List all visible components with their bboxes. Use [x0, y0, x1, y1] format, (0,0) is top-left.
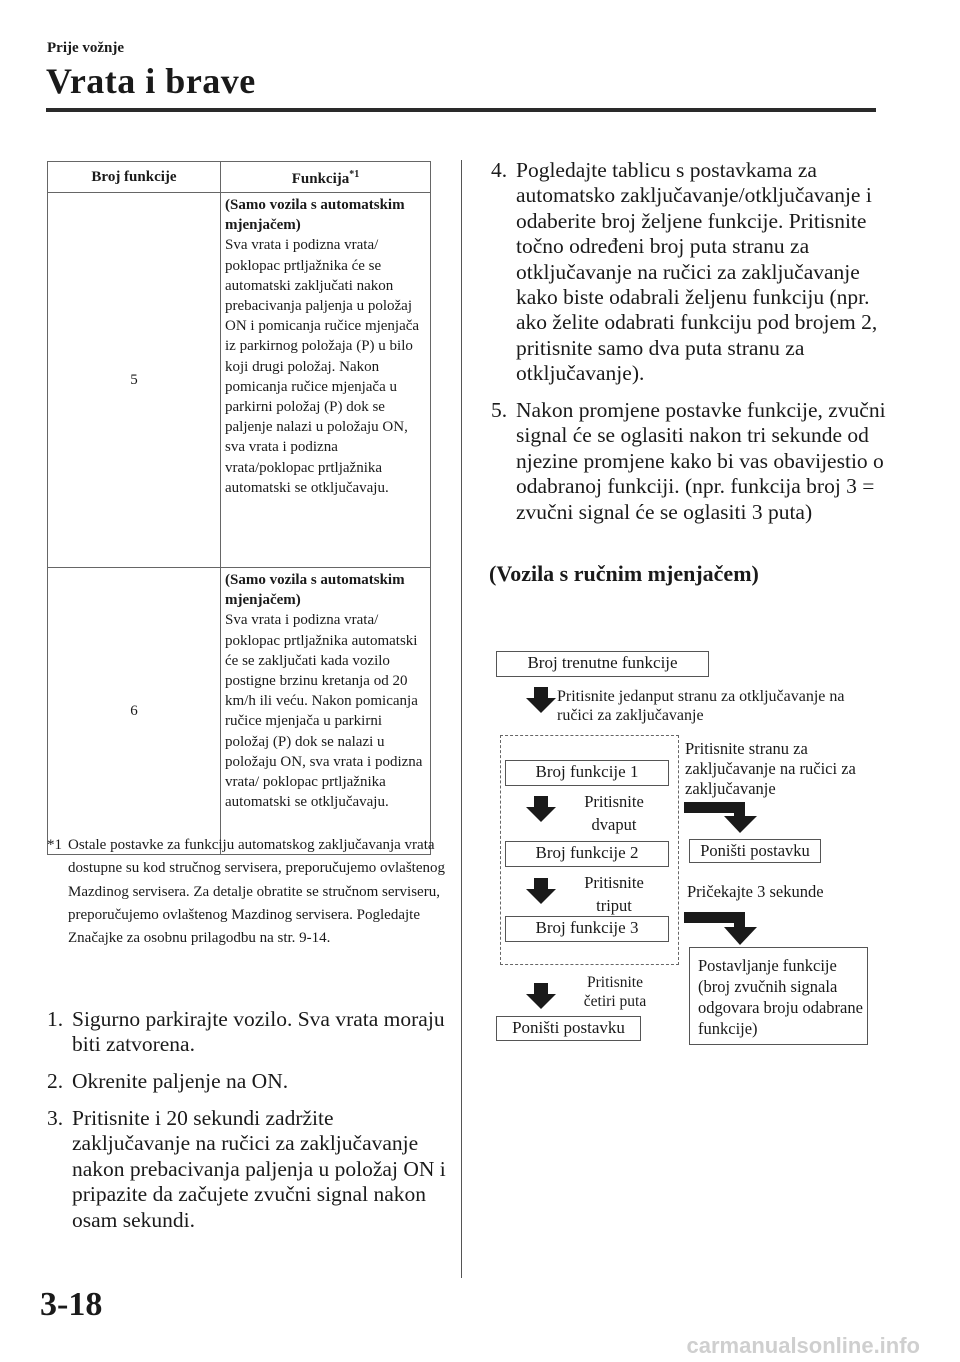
cancel-setting-box: Poništi postavku — [689, 839, 821, 863]
function-text: Sva vrata i podizna vrata/ poklopac prtljažnika automatski će se zaključati kada vozilo postigne brzinu kretanja od 20 km/h ili veću. Nakon pomicanja ručice mjenjača u parkirni položaj (P) dok se nalazi u položaju ON, sva vrata i podizna vrata/ poklopac prtljažnika automatski se otključavaju. — [225, 612, 423, 811]
section-label: Prije vožnje — [47, 40, 125, 56]
current-function-box: Broj trenutne funkcije — [496, 651, 709, 677]
press-four-label: Pritisnite četiri puta — [583, 974, 647, 1010]
footnote-mark: *1 — [47, 837, 62, 853]
step-text: Pritisnite i 20 sekundi zadržite zaključavanje na ručici za zaključavanje nakon prebacivanja paljenja u položaj ON i pripazite da začujete zvučni signal nakon osam sekundi. — [72, 1106, 446, 1232]
step-number: 2. — [47, 1069, 64, 1093]
watermark: carmanualsonline.info — [686, 1333, 920, 1358]
page-number: 3-18 — [40, 1286, 103, 1323]
step-number: 4. — [491, 158, 508, 182]
arrow-down-icon — [526, 983, 556, 1009]
header-function: Funkcija$^{*1}$ — [221, 162, 431, 193]
function-number: 5 — [48, 193, 221, 568]
press-twice-label: Pritisnite dvaput — [584, 792, 644, 834]
function-condition: (Samo vozila s automatskim mjenjačem) — [225, 197, 405, 234]
step-text: Okrenite paljenje na ON. — [72, 1069, 289, 1093]
function-set-result-box: Postavljanje funkcije (broj zvučnih signala odgovara broju odabrane funkcije) — [689, 947, 868, 1045]
function-1-box: Broj funkcije 1 — [505, 760, 669, 786]
function-text: Sva vrata i podizna vrata/ poklopac prtljažnika će se automatski zaključati nakon prebacivanja paljenja u položaj ON i pomicanja ručice mjenjača iz parkirnog položaja (P) u bilo koji drugi položaj. Nakon pomicanja ručice mjenjača u parkirni položaj (P) dok se paljenje nalazi u položaju ON, sva vrata i podizna vrata/poklopac prtljažnika automatski se otključavaju. — [225, 237, 420, 496]
manual-transmission-heading: (Vozila s ručnim mjenjačem) — [489, 561, 759, 586]
press-three-label: Pritisnite triput — [584, 873, 644, 915]
function-3-box: Broj funkcije 3 — [505, 916, 669, 942]
press-once-label: Pritisnite jedanput stranu za otključavanje na ručici za zaključavanje — [557, 688, 845, 724]
step-number: 1. — [47, 1007, 64, 1031]
function-number: 6 — [48, 568, 221, 855]
function-2-box: Broj funkcije 2 — [505, 841, 669, 867]
step-number: 5. — [491, 398, 508, 422]
press-lock-side-label: Pritisnite stranu za zaključavanje na ručici za zaključavanje — [685, 739, 856, 798]
header-function-number: Broj funkcije — [48, 162, 221, 193]
bent-arrow-icon — [684, 802, 757, 833]
wait-label: Pričekajte 3 sekunde — [687, 882, 824, 901]
function-condition: (Samo vozila s automatskim mjenjačem) — [225, 572, 405, 609]
step-number: 3. — [47, 1106, 64, 1130]
cancel-setting-box: Poništi postavku — [496, 1016, 641, 1041]
step-text: Sigurno parkirajte vozilo. Sva vrata moraju biti zatvorena. — [72, 1007, 445, 1057]
page-title: Vrata i brave — [46, 61, 256, 101]
step-text: Pogledajte tablicu s postavkama za automatsko zaključavanje/otključavanje i odaberite broj željene funkcije. Pritisnite točno određeni broj puta stranu za otključavanje na ručici za zaključavanje kako biste odabrali željenu funkciju (npr. ako želite odabrati funkciju pod brojem 2, pritisnite samo dva puta stranu za otključavanje). — [516, 158, 878, 386]
footnote-ref: *1 — [349, 168, 360, 180]
arrow-down-icon — [526, 687, 556, 713]
bent-arrow-icon — [684, 912, 757, 945]
step-text: Nakon promjene postavke funkcije, zvučni signal će se oglasiti nakon tri sekunde od njezine promjene kako bi vas obavijestio o odabranoj funkciji. (npr. funkcija broj 3 = zvučni signal će se oglasiti 3 puta) — [516, 398, 886, 524]
footnote-text: Ostale postavke za funkciju automatskog zaključavanja vrata dostupne su kod stručnog servisera, preporučujemo ovlaštenog Mazdinog servisera. Za detalje obratite se stručnom serviseru, preporučujemo ovlaštenog Mazdinog servisera. Pogledajte Značajke za osobnu prilagodbu na str. 9-14. — [68, 837, 445, 947]
